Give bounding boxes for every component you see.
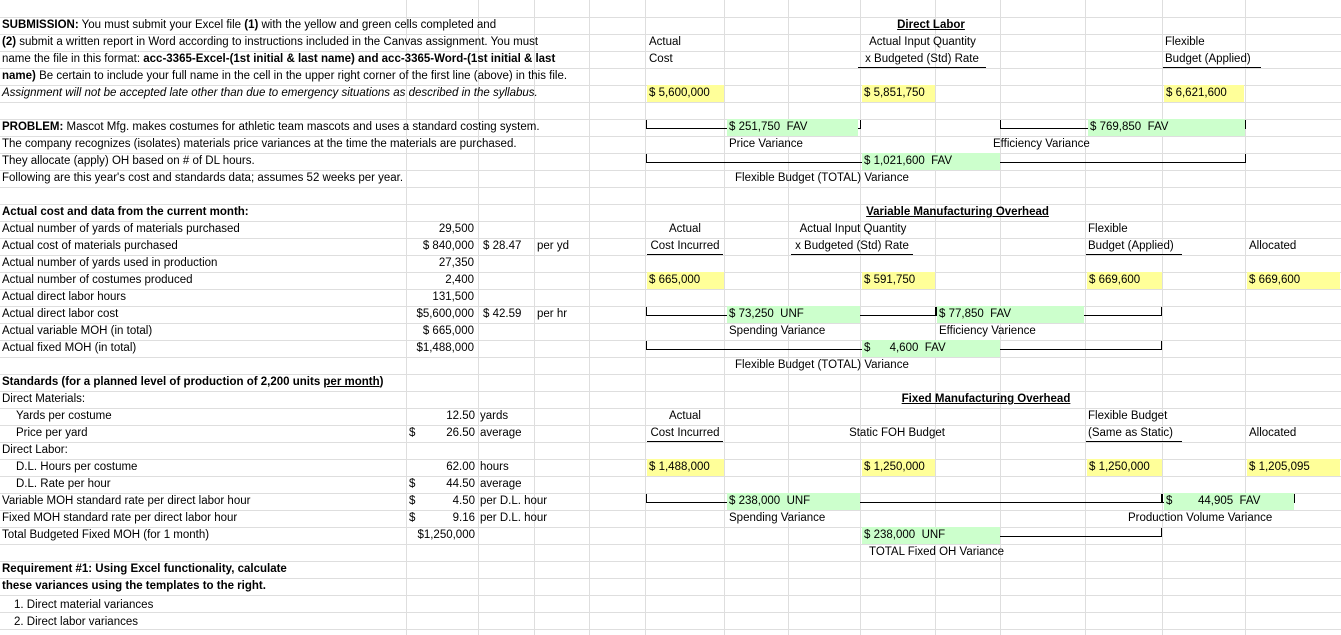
actual-data-heading[interactable]: Actual cost and data from the current month:: [2, 206, 249, 218]
fmoh-col-flexible[interactable]: Flexible Budget: [1088, 410, 1168, 422]
actual-row-rate[interactable]: [481, 289, 485, 306]
variance-flag: FAV: [931, 155, 953, 167]
requirement-item[interactable]: 2. Direct labor variances: [14, 616, 138, 628]
vmoh-efficiency-variance-cell[interactable]: [937, 306, 1084, 323]
vmoh-efficiency-variance-label[interactable]: Efficiency Varience: [939, 325, 1036, 337]
standard-row-unit[interactable]: average: [480, 427, 522, 439]
actual-row-value[interactable]: 27,350: [438, 257, 474, 269]
submission-line-2[interactable]: [0, 34, 540, 51]
variance-flag: UNF: [786, 495, 811, 507]
problem-line-1[interactable]: [0, 119, 542, 136]
name-instruction-text: Be certain to include your full name in the cell in the upper right corner of the first line (above) in this file.: [35, 70, 568, 82]
dl-aq-sr-cell[interactable]: $ 5,851,750: [862, 85, 935, 102]
vmoh-total-variance-label[interactable]: Flexible Budget (TOTAL) Variance: [735, 359, 909, 371]
standard-row-value[interactable]: 9.16: [452, 512, 475, 524]
standard-row-value[interactable]: 44.50: [446, 478, 475, 490]
actual-row-label[interactable]: Actual direct labor hours: [2, 291, 127, 303]
variance-dollar: $: [864, 342, 871, 354]
vmoh-flexible-cell[interactable]: $ 669,600: [1087, 272, 1162, 289]
actual-row-unit[interactable]: [535, 272, 539, 289]
standard-row-unit[interactable]: [478, 527, 482, 544]
vmoh-col-actual[interactable]: Cost Incurred: [647, 238, 723, 255]
standard-row-dollar[interactable]: $: [409, 478, 416, 490]
fmoh-static-cell[interactable]: $ 1,250,000: [862, 459, 935, 476]
variance-amount: 44,905: [1197, 495, 1234, 507]
actual-row-rate[interactable]: [481, 255, 485, 272]
standard-row-label[interactable]: Total Budgeted Fixed MOH (for 1 month): [2, 529, 210, 541]
actual-row-label[interactable]: Actual direct labor cost: [2, 308, 119, 320]
variance-amount: $ 1,021,600: [864, 155, 925, 167]
actual-row-rate[interactable]: [481, 323, 485, 340]
standard-row-label[interactable]: Price per yard: [16, 427, 88, 439]
actual-row-label[interactable]: Actual fixed MOH (in total): [2, 342, 137, 354]
variance-flag: FAV: [786, 121, 808, 133]
standard-row-dollar[interactable]: $: [409, 512, 416, 524]
problem-text: Mascot Mfg. makes costumes for athletic team mascots and uses a standard costing system.: [63, 121, 540, 133]
fmoh-total-variance-cell[interactable]: [862, 527, 1000, 544]
fmoh-col-flexible[interactable]: (Same as Static): [1086, 425, 1182, 442]
actual-row-unit[interactable]: [535, 323, 539, 340]
dl-col-actual[interactable]: Cost: [649, 53, 673, 65]
dl-col-aq-sr[interactable]: x Budgeted (Std) Rate: [858, 51, 986, 68]
dl-price-variance-label[interactable]: Price Variance: [729, 138, 803, 150]
submission-line-1[interactable]: [0, 17, 498, 34]
actual-row-value[interactable]: 131,500: [432, 291, 474, 303]
dl-price-variance-cell[interactable]: [727, 119, 858, 136]
fmoh-flexible-cell[interactable]: $ 1,250,000: [1087, 459, 1162, 476]
fmoh-col-actual[interactable]: Actual: [669, 410, 701, 422]
standard-row-value[interactable]: 4.50: [452, 495, 475, 507]
variance-flag: FAV: [1239, 495, 1261, 507]
submission-text-2: with the yellow and green cells completed and: [258, 19, 497, 31]
vmoh-col-aq-sr[interactable]: x Budgeted (Std) Rate: [791, 238, 913, 255]
fmoh-col-static[interactable]: Static FOH Budget: [849, 427, 945, 439]
standard-row-unit[interactable]: per D.L. hour: [480, 495, 548, 507]
vmoh-col-flexible[interactable]: Budget (Applied): [1086, 238, 1182, 255]
standard-row-value[interactable]: 62.00: [446, 461, 475, 473]
actual-row-value[interactable]: 29,500: [438, 223, 474, 235]
vmoh-col-allocated[interactable]: Allocated: [1249, 240, 1297, 252]
vmoh-allocated-cell[interactable]: $ 669,600: [1247, 272, 1340, 289]
variance-amount: $ 73,250: [729, 308, 774, 320]
fmoh-section-title[interactable]: Fixed Manufacturing Overhead: [901, 393, 1071, 405]
submission-text: You must submit your Excel file: [78, 19, 245, 31]
variance-dollar: $: [1166, 495, 1173, 507]
file-format-bold-2: name): [2, 70, 36, 82]
late-policy-text[interactable]: Assignment will not be accepted late other than due to emergency situations as described in the syllabus.: [2, 87, 538, 99]
vmoh-actual-cell[interactable]: $ 665,000: [647, 272, 724, 289]
vmoh-col-actual[interactable]: Actual: [669, 223, 701, 235]
actual-row-unit[interactable]: [535, 255, 539, 272]
submission-label: SUBMISSION:: [2, 19, 79, 31]
standard-row-label[interactable]: D.L. Hours per costume: [16, 461, 138, 473]
standard-row-label[interactable]: Fixed MOH standard rate per direct labor hour: [2, 512, 238, 524]
submission-one: (1): [244, 19, 259, 31]
vmoh-section-title[interactable]: Variable Manufacturing Overhead: [866, 206, 1049, 218]
submission-two: (2): [2, 36, 17, 48]
dl-total-variance-cell[interactable]: [862, 153, 1000, 170]
actual-row-label[interactable]: Actual number of yards used in production: [2, 257, 218, 269]
dl-actual-cost-cell[interactable]: $ 5,600,000: [647, 85, 724, 102]
actual-row-unit[interactable]: [535, 221, 539, 238]
actual-row-label[interactable]: Actual variable MOH (in total): [2, 325, 153, 337]
actual-row-unit[interactable]: [535, 340, 539, 357]
variance-amount: $ 238,000: [729, 495, 781, 507]
standard-row-unit[interactable]: yards: [480, 410, 509, 422]
fmoh-allocated-cell[interactable]: $ 1,205,095: [1247, 459, 1340, 476]
dl-section-title[interactable]: Direct Labor: [897, 19, 965, 31]
vmoh-col-flexible[interactable]: Flexible: [1088, 223, 1128, 235]
standard-row-unit[interactable]: average: [480, 478, 522, 490]
dl-efficiency-variance-label[interactable]: Efficiency Variance: [993, 138, 1090, 150]
dm-label[interactable]: Direct Materials:: [2, 393, 86, 405]
actual-row-unit[interactable]: [535, 289, 539, 306]
actual-row-value[interactable]: $1,488,000: [416, 342, 474, 354]
submission-text-3: submit a written report in Word according to instructions included in the Canvas assignment. You must: [16, 36, 539, 48]
dl-col-actual[interactable]: Actual: [649, 36, 681, 48]
variance-flag: UNF: [780, 308, 804, 320]
problem-label: PROBLEM:: [2, 121, 64, 133]
fmoh-spending-variance-label[interactable]: Spending Variance: [729, 512, 826, 524]
variance-flag: FAV: [990, 308, 1012, 320]
actual-row-label[interactable]: Actual number of costumes produced: [2, 274, 193, 286]
actual-row-label[interactable]: Actual number of yards of materials purchased: [2, 223, 240, 235]
fmoh-volume-variance-label[interactable]: Production Volume Variance: [1128, 512, 1273, 524]
standard-row-label[interactable]: Variable MOH standard rate per direct labor hour: [2, 495, 251, 507]
submission-line-4[interactable]: [0, 68, 569, 85]
actual-row-value[interactable]: 2,400: [445, 274, 474, 286]
requirement-line-1[interactable]: Requirement #1: Using Excel functionality, calculate: [2, 563, 287, 575]
dl-efficiency-variance-cell[interactable]: [1088, 119, 1245, 136]
vmoh-spending-variance-cell[interactable]: [727, 306, 860, 323]
dl-col-flexible[interactable]: Budget (Applied): [1163, 51, 1261, 68]
fmoh-col-actual[interactable]: Cost Incurred: [647, 425, 723, 442]
standard-row-value[interactable]: 12.50: [446, 410, 475, 422]
actual-row-value[interactable]: $5,600,000: [416, 308, 474, 320]
actual-row-value[interactable]: $ 665,000: [422, 325, 474, 337]
problem-line-4[interactable]: Following are this year's cost and standards data; assumes 52 weeks per year.: [2, 172, 404, 184]
actual-row-unit[interactable]: per yd: [537, 240, 569, 252]
actual-row-rate[interactable]: [481, 340, 485, 357]
fmoh-spending-bracket: [646, 494, 1162, 503]
dl-flexible-cell[interactable]: $ 6,621,600: [1164, 85, 1244, 102]
standard-row-value[interactable]: $1,250,000: [417, 529, 475, 541]
fmoh-volume-variance-cell[interactable]: [1164, 493, 1294, 510]
actual-row-rate[interactable]: [481, 221, 485, 238]
fmoh-spending-variance-cell[interactable]: [727, 493, 860, 510]
variance-amount: $ 77,850: [939, 308, 984, 320]
file-format-text: name the file in this format:: [2, 53, 144, 65]
vmoh-aq-sr-cell[interactable]: $ 591,750: [862, 272, 935, 289]
dl-col-flexible[interactable]: Flexible: [1165, 36, 1205, 48]
dl-label[interactable]: Direct Labor:: [2, 444, 68, 456]
problem-line-2[interactable]: The company recognizes (isolates) materials price variances at the time the materials are purchased.: [2, 138, 517, 150]
dl-total-variance-label[interactable]: Flexible Budget (TOTAL) Variance: [735, 172, 909, 184]
fmoh-actual-cell[interactable]: $ 1,488,000: [647, 459, 724, 476]
actual-row-rate[interactable]: $ 42.59: [483, 308, 522, 320]
actual-row-unit[interactable]: per hr: [537, 308, 568, 320]
standards-heading-close: ): [379, 376, 384, 388]
variance-amount: $ 769,850: [1090, 121, 1142, 133]
vmoh-spending-variance-label[interactable]: Spending Variance: [729, 325, 826, 337]
dl-col-aq-sr[interactable]: Actual Input Quantity: [869, 36, 976, 48]
actual-row-rate[interactable]: $ 28.47: [483, 240, 522, 252]
fmoh-col-allocated[interactable]: Allocated: [1249, 427, 1297, 439]
standard-row-unit[interactable]: per D.L. hour: [480, 512, 548, 524]
fmoh-total-variance-label[interactable]: TOTAL Fixed OH Variance: [869, 546, 1005, 558]
actual-row-label[interactable]: Actual cost of materials purchased: [2, 240, 178, 252]
standards-heading[interactable]: [0, 374, 385, 391]
standard-row-unit[interactable]: hours: [480, 461, 509, 473]
actual-row-rate[interactable]: [481, 272, 485, 289]
problem-line-3[interactable]: They allocate (apply) OH based on # of DL hours.: [2, 155, 255, 167]
variance-flag: UNF: [921, 529, 946, 541]
standard-row-dollar[interactable]: $: [409, 495, 416, 507]
vmoh-total-variance-cell[interactable]: [862, 340, 1000, 357]
standards-heading-text: Standards (for a planned level of production of 2,200 units: [2, 376, 324, 388]
standard-row-label[interactable]: Yards per costume: [16, 410, 112, 422]
file-format-bold: acc-3365-Excel-(1st initial & last name) and acc-3365-Word-(1st initial & last: [143, 53, 556, 65]
standard-row-label[interactable]: D.L. Rate per hour: [16, 478, 111, 490]
standards-heading-underlined: per month: [323, 376, 380, 388]
variance-amount: 4,600: [889, 342, 919, 354]
standard-row-dollar[interactable]: $: [409, 427, 416, 439]
submission-line-3[interactable]: [0, 51, 557, 68]
variance-amount: $ 238,000: [864, 529, 916, 541]
variance-amount: $ 251,750: [729, 121, 781, 133]
standard-row-value[interactable]: 26.50: [446, 427, 475, 439]
actual-row-value[interactable]: $ 840,000: [422, 240, 474, 252]
vmoh-col-aq-sr[interactable]: Actual Input Quantity: [799, 223, 907, 235]
requirement-item[interactable]: 1. Direct material variances: [14, 599, 154, 611]
variance-flag: FAV: [924, 342, 946, 354]
requirement-line-2[interactable]: these variances using the templates to the right.: [2, 580, 266, 592]
variance-flag: FAV: [1147, 121, 1169, 133]
